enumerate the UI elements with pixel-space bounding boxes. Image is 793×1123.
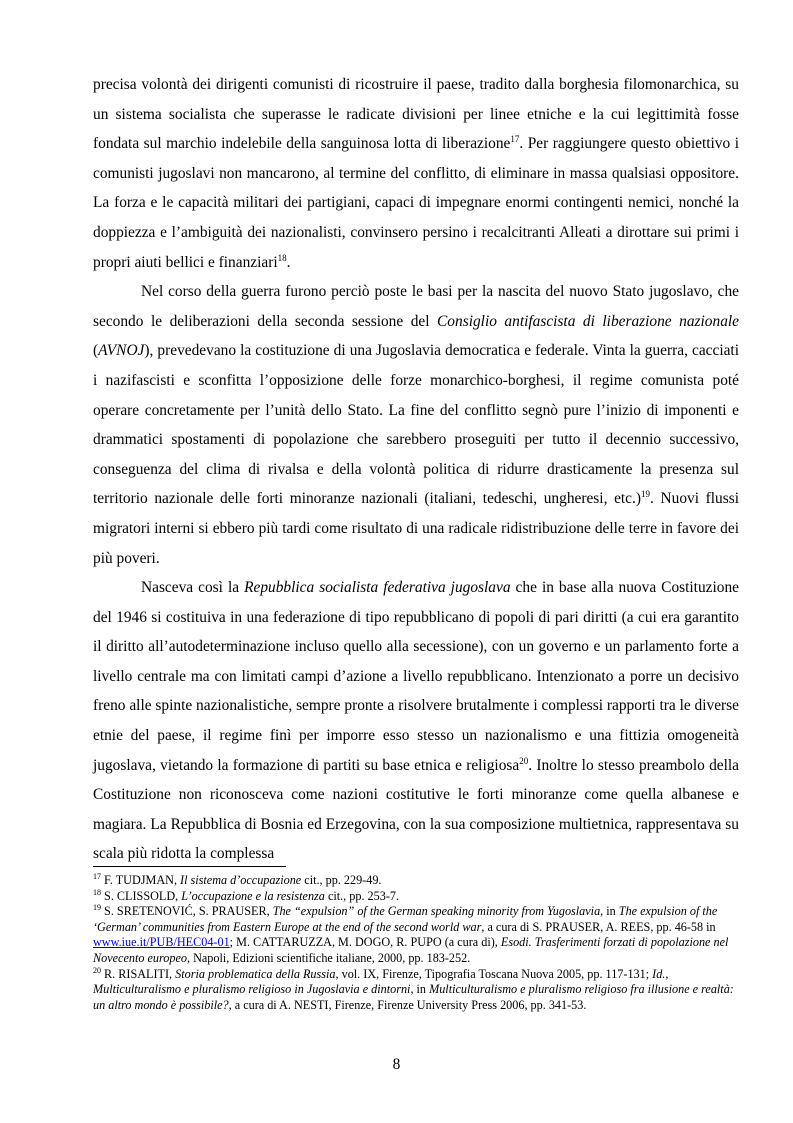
paragraph-text: . (286, 253, 291, 271)
footnote-ref-18[interactable]: 18 (277, 252, 287, 263)
footnote-text: ; M. CATTARUZZA, M. DOGO, R. PUPO (a cura di), (229, 935, 501, 950)
footnote-text: R. RISALITI, (101, 966, 176, 981)
footnote-ref-19[interactable]: 19 (641, 489, 650, 500)
paragraph-1 (93, 70, 739, 277)
footnote-text: , vol. IX, Firenze, Tipografia Toscana Nuova 2005, pp. 117-131; (335, 966, 653, 981)
italic-term: AVNOJ (98, 342, 145, 360)
footnote-title: Storia problematica della Russia (175, 966, 336, 981)
footnote-text: , a cura di A. NESTI, Firenze, Firenze University Press 2006, pp. 341-53. (228, 997, 587, 1012)
paragraph-text: precisa volontà dei dirigenti comunisti di ricostruire il paese, tradito dalla borghesia filomonarchica, su un sistema socialista che superasse le radicate divisioni per linee etniche e la cui legittimità fosse fondata sul marchio indelebile della sanguinosa lotta di liberazione (93, 76, 739, 153)
paragraph-text: . Per raggiungere questo obiettivo i comunisti jugoslavi non mancarono, al termine del conflitto, di eliminare in massa qualsiasi oppositore. La forza e le capacità militari dei partigiani, capaci di impegnare enormi contingenti nemici, nonché la doppiezza e l’ambiguità dei nazionalisti, convinsero persino i recalcitranti Alleati a dirottare sui primi i propri aiuti bellici e finanziari (93, 135, 739, 271)
footnote-20 (93, 967, 739, 1014)
footnote-title: Multiculturalismo e pluralismo religioso fra illusione e realtà: un altro mondo è possibile? (93, 982, 734, 1012)
footnote-text: F. TUDJMAN, (101, 873, 181, 887)
paragraph-2 (93, 277, 739, 573)
footnote-text: , in (600, 904, 619, 919)
footnote-number: 19 (93, 903, 101, 913)
footnote-text: cit., pp. 253-7. (324, 888, 400, 903)
paragraph-text: . Inoltre lo stesso preambolo della Costituzione non riconosceva come nazioni costitutive le forti minoranze come quella albanese e magiara. La Repubblica di Bosnia ed Erzegovina, con la sua composizione multietnica, rappresentava su scala più ridotta la complessa (93, 756, 739, 863)
footnote-title: The “expulsion” of the German speaking minority from Yugoslavia (272, 904, 601, 919)
footnote-ref-17[interactable]: 17 (510, 134, 520, 145)
footnote-title: Multiculturalismo e pluralismo religioso in Jugoslavia e dintorni (93, 982, 411, 997)
paragraph-text: ( (93, 342, 99, 360)
paragraph-text: Nasceva così la (141, 579, 245, 597)
paragraph-text: che in base alla nuova Costituzione del 1946 si costituiva in una federazione di tipo repubblicano di popoli di pari diritti (a cui era garantito il diritto all’autodeterminazione incluso quello alla secessione), con un governo e un parlamento forte a livello centrale ma con limitati campi d’azione a livello repubblicano. Intenzionato a porre un decisivo freno alle spinte nazionalistiche, sempre pronte a risolvere brutalmente i complessi rapporti tra le diverse etnie del paese, il regime finì per imporre esso stesso un nazionalismo e una fittizia omogeneità jugoslava, vietando la formazione di partiti su base etnica e religiosa (93, 579, 739, 774)
footnote-number: 18 (93, 887, 101, 897)
footnote-title: Id. (652, 966, 666, 981)
footnote-text: , a cura di S. PRAUSER, A. REES, pp. 46-58 in (481, 919, 716, 934)
paragraph-text: . Nuovi flussi migratori interni si ebbero più tardi come risultato di una radicale ridistribuzione delle terre in favore dei più poveri. (93, 490, 740, 567)
footnote-separator (93, 866, 286, 867)
footnote-text: , Napoli, Edizioni scientifiche italiane, 2000, pp. 183-252. (186, 950, 471, 965)
footnote-title: L’occupazione e la resistenza (181, 888, 325, 903)
footnote-text: S. CLISSOLD, (101, 888, 182, 903)
footnote-19 (93, 904, 739, 966)
italic-term: Repubblica socialista federativa jugoslava (244, 579, 511, 597)
footnote-link[interactable]: www.iue.it/PUB/HEC04-01 (93, 935, 230, 950)
footnote-18 (93, 889, 739, 905)
page-number: 8 (392, 1056, 401, 1073)
italic-term: Consiglio antifascista di liberazione nazionale (437, 312, 740, 330)
paragraph-text: ), prevedevano la costituzione di una Jugoslavia democratica e federale. Vinta la guerra, cacciati i nazifascisti e sconfitta l’opposizione delle forze monarchico-borghesi, il regime comunista poté operare concretamente per l’unità dello Stato. La fine del conflitto segnò pure l’inizio di imponenti e drammatici spostamenti di popolazione che sarebbero proseguiti per tutto il decennio successivo, conseguenza del clima di rivalsa e della volontà politica di ridurre drasticamente la presenza sul territorio nazionale delle forti minoranze nazionali (italiani, tedeschi, ungheresi, etc.) (93, 342, 739, 508)
main-text (93, 70, 739, 869)
footnote-ref-20[interactable]: 20 (519, 755, 529, 766)
paragraph-3 (93, 573, 739, 869)
footnote-text: , in (410, 982, 430, 997)
footnote-text: cit., pp. 229-49. (301, 873, 382, 887)
footnote-number: 20 (93, 965, 101, 975)
footnote-text: S. SRETENOVIĆ, S. PRAUSER, (101, 904, 273, 919)
paragraph-text: Nel corso della guerra furono perciò poste le basi per la nascita del nuovo Stato jugoslavo, che secondo le deliberazioni della seconda sessione del (93, 283, 739, 330)
footnote-number: 17 (93, 871, 101, 881)
footnote-text: , (665, 966, 669, 981)
footnote-title: Il sistema d’occupazione (180, 873, 302, 887)
footnote-17 (93, 873, 739, 889)
footnote-title: The expulsion of the ‘German’ communities from Eastern Europe at the end of the second world war (93, 904, 718, 934)
footnotes (93, 873, 739, 1013)
footnote-title: Esodi. Trasferimenti forzati di popolazione nel Novecento europeo (93, 935, 729, 965)
